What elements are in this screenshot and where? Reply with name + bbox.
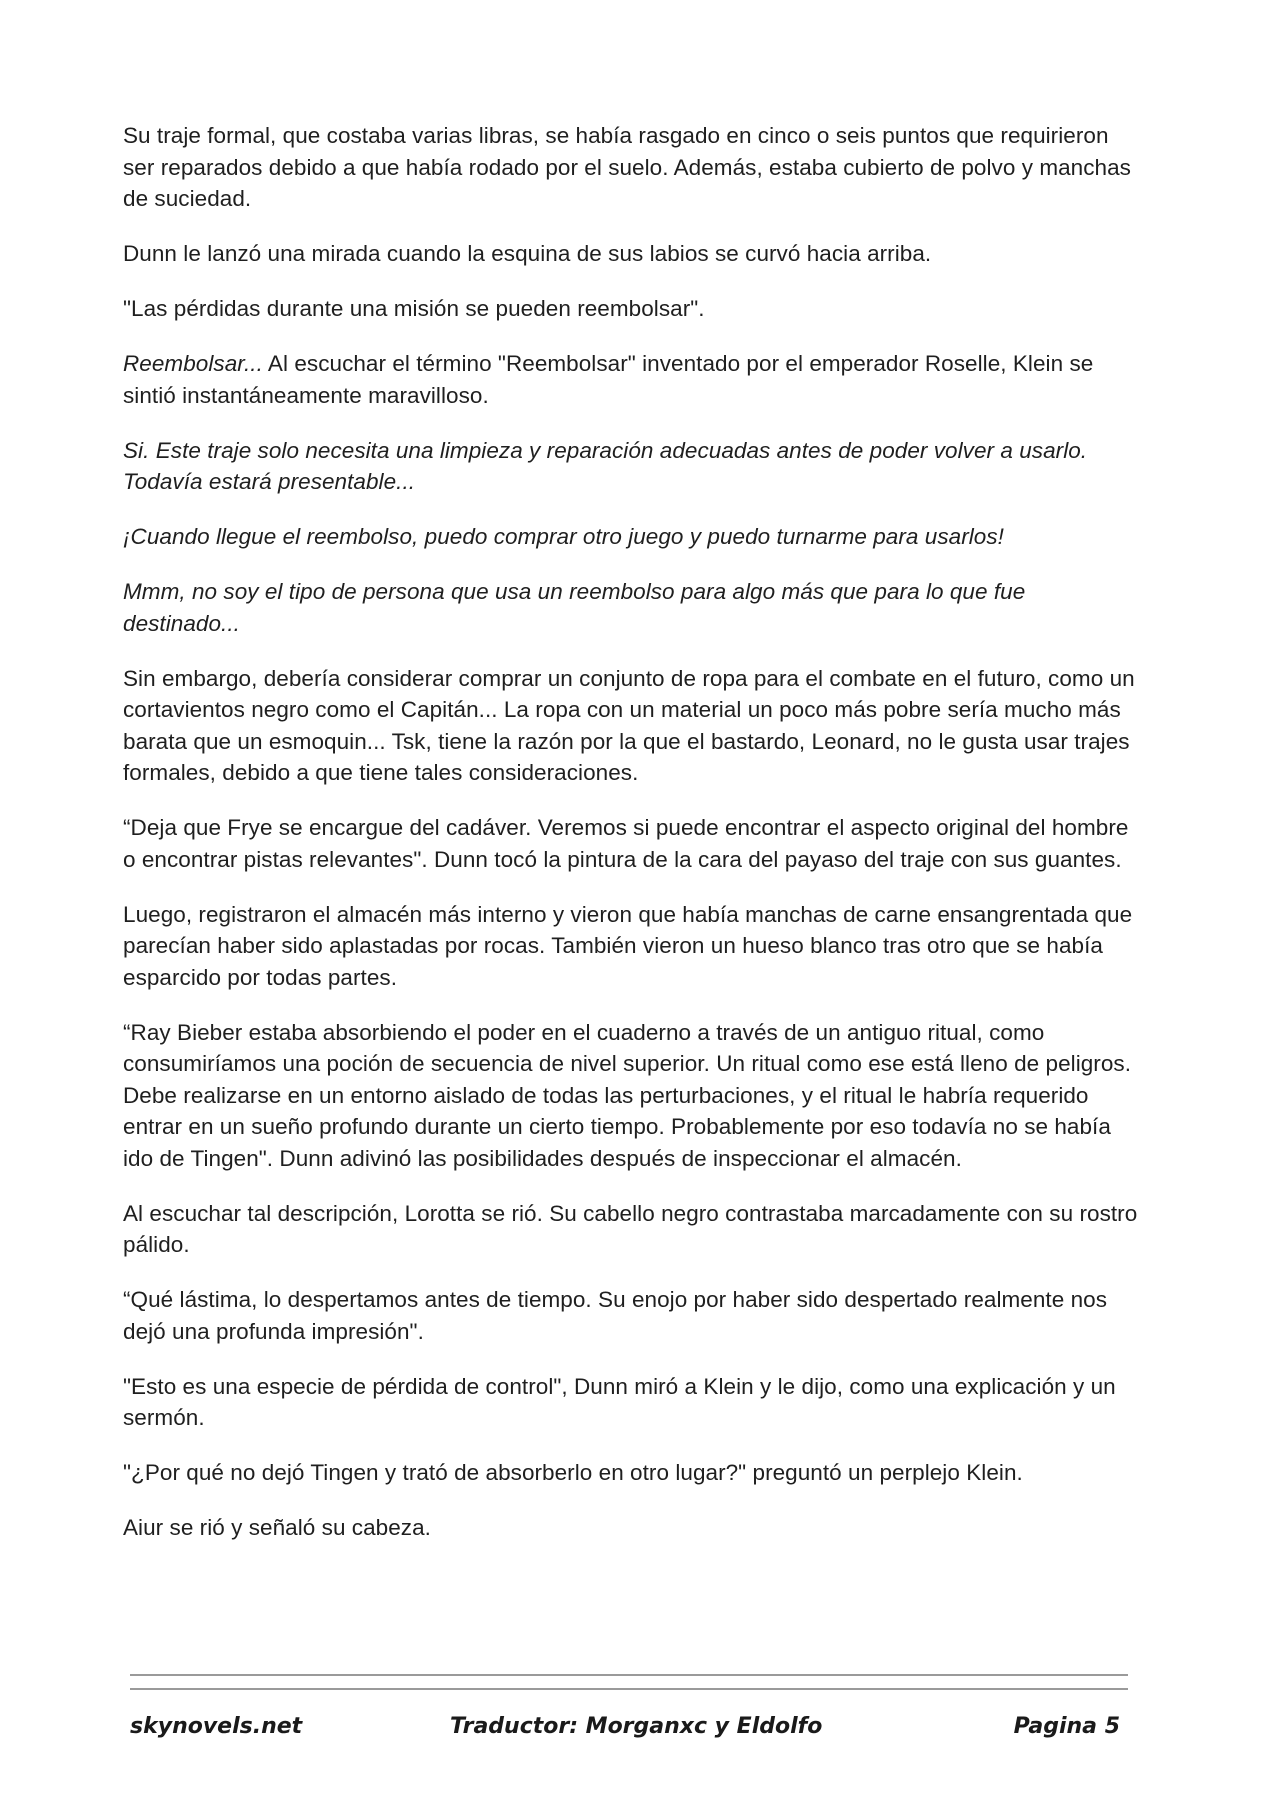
paragraph-12: Al escuchar tal descripción, Lorotta se rió. Su cabello negro contrastaba marcadamente con su rostro pálido. (123, 1200, 1138, 1257)
footer-site: skynovels.net (130, 1714, 303, 1739)
paragraph-8: Sin embargo, debería considerar comprar un conjunto de ropa para el combate en el futuro, como un cortavientos negro como el Capitán... La ropa con un material un poco más pobre sería mucho más barata que un esmoquin... Tsk, tiene la razón por la que el bastardo, Leonard, no le gusta usar trajes formales, debido a que tiene tales consideraciones. (123, 665, 1135, 785)
footer-translator: Traductor: Morganxc y Eldolfo (450, 1714, 823, 1739)
page-footer (130, 1714, 1128, 1754)
paragraph-4-rest: Al escuchar el término "Reembolsar" inventado por el emperador Roselle, Klein se sintió instantáneamente maravilloso. (123, 351, 1094, 408)
paragraph-6: ¡Cuando llegue el reembolso, puedo comprar otro juego y puedo turnarme para usarlos! (123, 524, 1004, 549)
paragraph-5: Si. Este traje solo necesita una limpieza y reparación adecuadas antes de poder volver a usarlo. Todavía estará presentable... (123, 437, 1088, 494)
paragraph-2: Dunn le lanzó una mirada cuando la esquina de sus labios se curvó hacia arriba. (123, 241, 932, 266)
footer-page-number: Pagina 5 (1013, 1714, 1120, 1739)
footer-divider-top (130, 1674, 1128, 1676)
paragraph-1: Su traje formal, que costaba varias libras, se había rasgado en cinco o seis puntos que requirieron ser reparados debido a que había rodado por el suelo. Además, estaba cubierto de polvo y manchas de suciedad. (123, 123, 1131, 211)
paragraph-4 (123, 348, 1143, 411)
paragraph-16: Aiur se rió y señaló su cabeza. (123, 1515, 431, 1540)
paragraph-14: "Esto es una especie de pérdida de control", Dunn miró a Klein y le dijo, como una explicación y un sermón. (123, 1373, 1116, 1430)
paragraph-7: Mmm, no soy el tipo de persona que usa un reembolso para algo más que para lo que fue destinado... (123, 579, 1026, 636)
paragraph-4-italic-lead: Reembolsar... (123, 351, 263, 376)
paragraph-11: “Ray Bieber estaba absorbiendo el poder en el cuaderno a través de un antiguo ritual, como consumiríamos una poción de secuencia de nivel superior. Un ritual como ese está lleno de peligros. Debe realizarse en un entorno aislado de todas las perturbaciones, y el ritual le habría requerido entrar en un sueño profundo durante un cierto tiempo. Probablemente por eso todavía no se había ido de Tingen". Dunn adivinó las posibilidades después de inspeccionar el almacén. (123, 1019, 1132, 1171)
paragraph-13: “Qué lástima, lo despertamos antes de tiempo. Su enojo por haber sido despertado realmente nos dejó una profunda impresión". (123, 1287, 1108, 1344)
footer-divider-bottom (130, 1688, 1128, 1690)
paragraph-10: Luego, registraron el almacén más interno y vieron que había manchas de carne ensangrentada que parecían haber sido aplastadas por rocas. También vieron un hueso blanco tras otro que se había esparcido por todas partes. (123, 901, 1133, 990)
document-body (123, 120, 1143, 1567)
paragraph-3: "Las pérdidas durante una misión se pueden reembolsar". (123, 296, 705, 321)
paragraph-9: “Deja que Frye se encargue del cadáver. Veremos si puede encontrar el aspecto original del hombre o encontrar pistas relevantes". Dunn tocó la pintura de la cara del payaso del traje con sus guantes. (123, 815, 1129, 872)
paragraph-15: "¿Por qué no dejó Tingen y trató de absorberlo en otro lugar?" preguntó un perplejo Klein. (123, 1460, 1023, 1485)
